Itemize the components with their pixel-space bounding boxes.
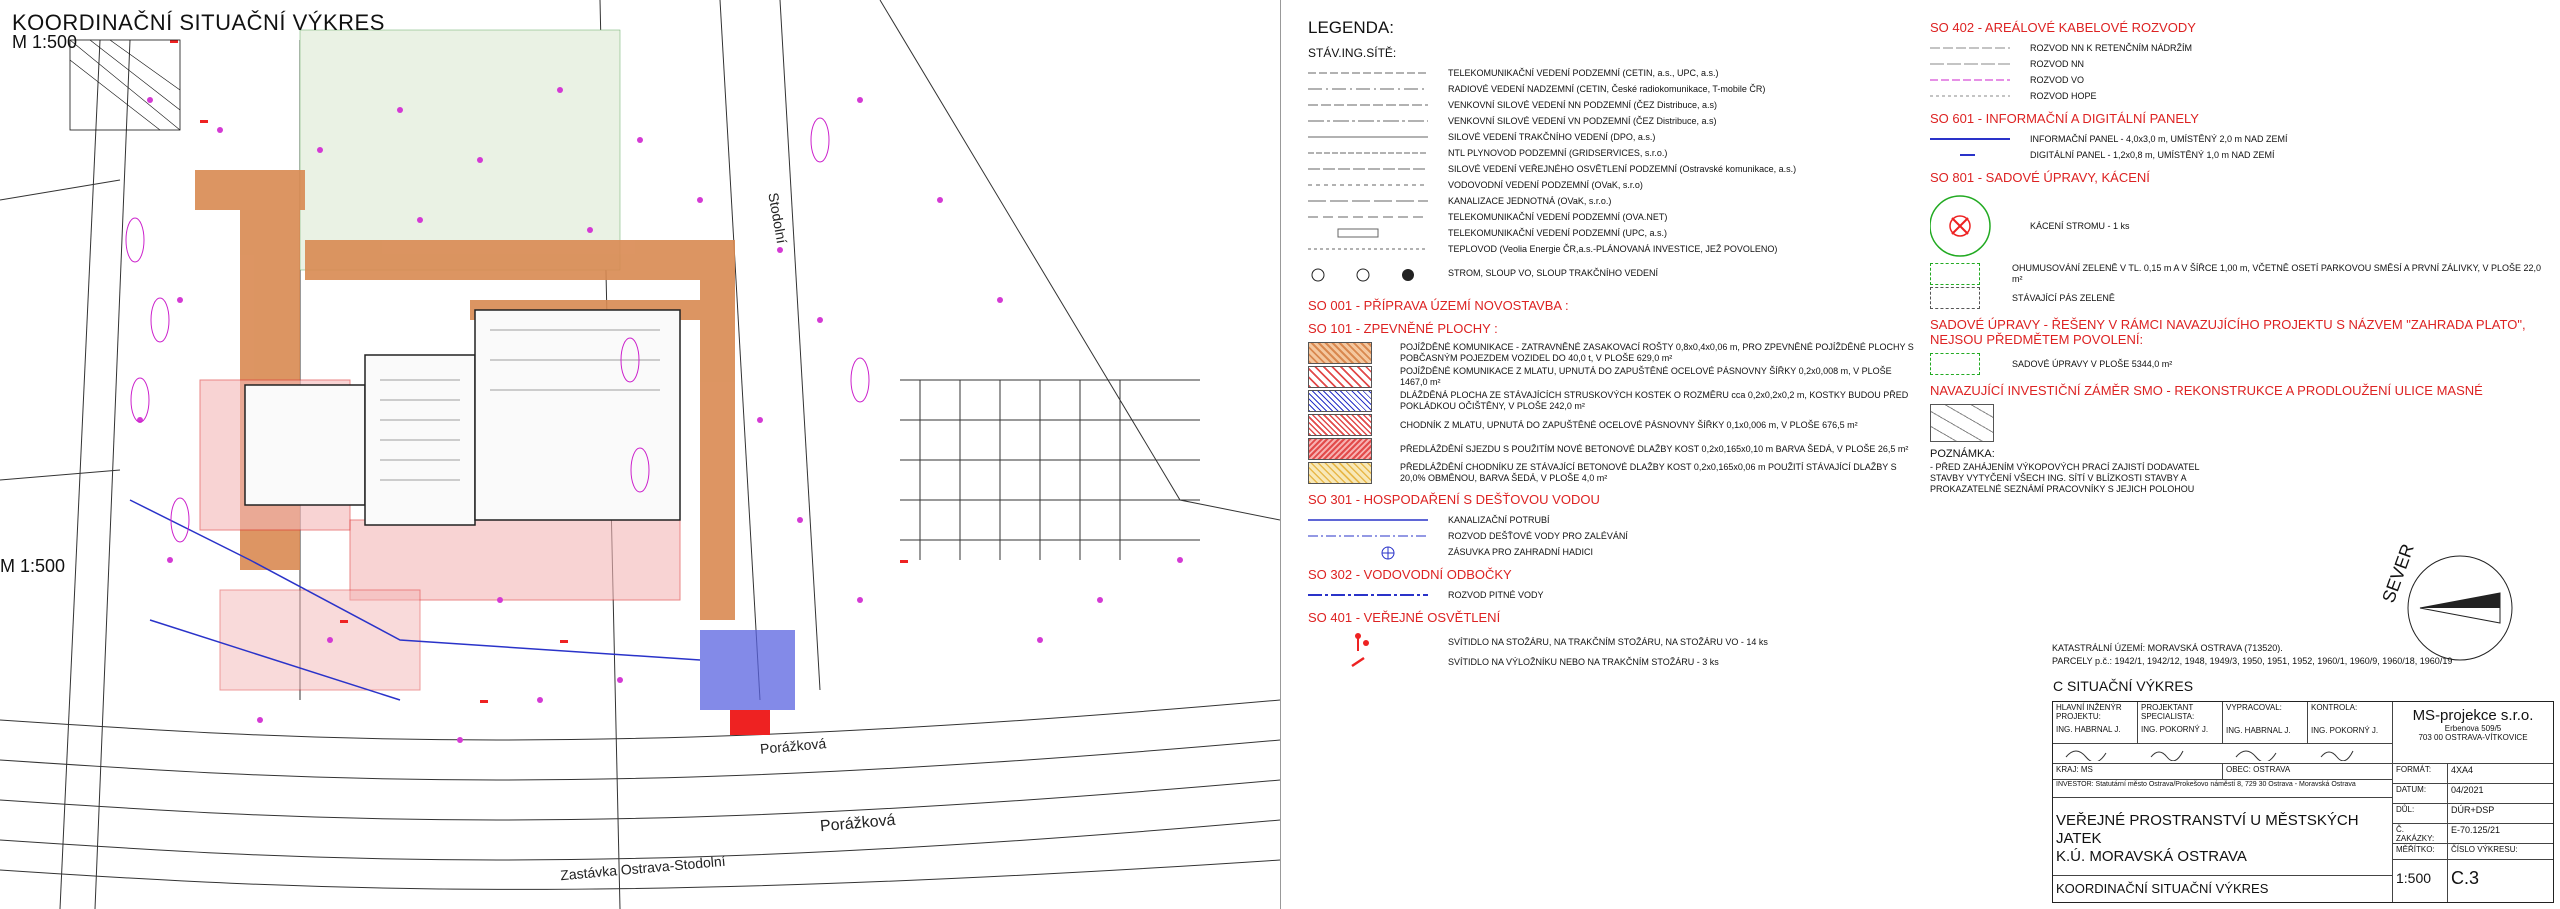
map-scale: M 1:500 bbox=[12, 32, 78, 52]
north-label: SEVER bbox=[2378, 541, 2418, 606]
format-label: FORMÁT: bbox=[2393, 764, 2448, 784]
legend-item: RADIOVÉ VEDENÍ NADZEMNÍ (CETIN, České radiokomunikace, T-mobile ČR) bbox=[1448, 83, 1766, 94]
legend-item bbox=[1930, 404, 2550, 442]
region-cell: KRAJ: MS bbox=[2053, 764, 2223, 780]
signatures-icon bbox=[2056, 745, 2386, 761]
legend-item: SILOVÉ VEDENÍ TRAKČNÍHO VEDENÍ (DPO, a.s.) bbox=[1448, 131, 1656, 142]
legend-subtitle: STÁV.ING.SÍTĚ: bbox=[1308, 46, 1397, 60]
legend-item: ROZVOD HOPE bbox=[2030, 90, 2097, 101]
municipality-cell: OBEC: OSTRAVA bbox=[2223, 764, 2393, 780]
legend-item: PŘEDLÁŽDĚNÍ SJEZDU S POUŽITÍM NOVÉ BETONOVÉ DLAŽBY KOST 0,2x0,165x0,10 m BARVA ŠEDÁ, V PLOŠE 26,5 m² bbox=[1308, 438, 1918, 460]
stage-label: DŮL: bbox=[2393, 804, 2448, 824]
legend-item: NTL PLYNOVOD PODZEMNÍ (GRIDSERVICES, s.r.o.) bbox=[1448, 147, 1668, 158]
legend-item: ROZVOD PITNÉ VODY bbox=[1448, 589, 1544, 600]
section-so801: SO 801 - SADOVÉ ÚPRAVY, KÁCENÍ bbox=[1930, 170, 2150, 185]
legend-item-tree: STROM, SLOUP VO, SLOUP TRAKČNÍHO VEDENÍ bbox=[1308, 266, 1918, 280]
scale-value: 1:500 bbox=[2393, 860, 2448, 902]
legend-item: POJÍŽDĚNÉ KOMUNIKACE Z MLATU, UPNUTÁ DO ZAPUŠTĚNÉ OCELOVÉ PÁSNOVNY ŠÍŘKY 0,2x0,008 m, V PLOŠE 1467,0 m² bbox=[1308, 366, 1918, 388]
legend-item: TELEKOMUNIKAČNÍ VEDENÍ PODZEMNÍ (UPC, a.s.) bbox=[1308, 226, 1918, 240]
legend-column-1 bbox=[1308, 18, 1918, 898]
legend-item: SADOVÉ ÚPRAVY V PLOŠE 5344,0 m² bbox=[1930, 353, 2550, 375]
note-title: POZNÁMKA: bbox=[1930, 448, 1995, 460]
legend-item: ZÁSUVKA PRO ZAHRADNÍ HADICI bbox=[1308, 545, 1918, 559]
drawing-number-label: ČÍSLO VÝKRESU: bbox=[2448, 844, 2553, 860]
legend-item: KANALIZAČNÍ POTRUBÍ bbox=[1448, 514, 1550, 525]
legend-item: OHUMUSOVÁNÍ ZELENĚ V TL. 0,15 m A V ŠÍŘCE 1,00 m, VČETNĚ OSETÍ PARKOVOU SMĚSÍ A PRVNÍ ZÁLIVKY, V PLOŠE 22,0 m² bbox=[1930, 263, 2550, 285]
title-block-heading: C SITUAČNÍ VÝKRES bbox=[2053, 678, 2194, 694]
company-cell: MS-projekce s.r.o. Erbenova 509/5 703 00 OSTRAVA-VÍTKOVICE bbox=[2393, 702, 2553, 764]
legend-item: VODOVODNÍ VEDENÍ PODZEMNÍ (OVaK, s.r.o) bbox=[1448, 179, 1643, 190]
section-so401: SO 401 - VEŘEJNÉ OSVĚTLENÍ bbox=[1308, 610, 1501, 625]
map-scale-repeat: M 1:500 bbox=[0, 556, 66, 576]
legend-title: LEGENDA: bbox=[1308, 18, 1394, 37]
legend-item: ROZVOD NN bbox=[2030, 58, 2084, 69]
order-label: Č. ZAKÁZKY: bbox=[2393, 824, 2448, 844]
investor-cell: INVESTOR: Statutární město Ostrava/Prokešovo náměstí 8, 729 30 Ostrava - Moravská Ostrava bbox=[2053, 780, 2393, 798]
legend-item: STÁVAJÍCÍ PÁS ZELENĚ bbox=[1930, 287, 2550, 309]
legend-item: ROZVOD DEŠŤOVÉ VODY PRO ZALÉVÁNÍ bbox=[1448, 530, 1628, 541]
legend-item: PŘEDLÁŽDĚNÍ CHODNÍKU ZE STÁVAJÍCÍ BETONOVÉ DLAŽBY KOST 0,2x0,165x0,06 m POUŽITÍ STÁVAJÍCÍ DLAŽBY S 20,0% OBMĚNOU, BARVA ŠEDÁ, V PLOŠE 4,0 m² bbox=[1308, 462, 1918, 484]
section-so001: SO 001 - PŘÍPRAVA ÚZEMÍ NOVOSTAVBA : bbox=[1308, 298, 1569, 313]
legend-item: KÁCENÍ STROMU - 1 ks bbox=[1930, 191, 2550, 261]
section-so601: SO 601 - INFORMAČNÍ A DIGITÁLNÍ PANELY bbox=[1930, 111, 2199, 126]
legend-item: DIGITÁLNÍ PANEL - 1,2x0,8 m, UMÍSTĚNÝ 1,0 m NAD ZEMÍ bbox=[2030, 149, 2275, 160]
scale-label: MĚŘÍTKO: bbox=[2393, 844, 2448, 860]
street-label: Stodolní bbox=[765, 191, 791, 245]
legend-item: POJÍŽDĚNÉ KOMUNIKACE - ZATRAVNĚNÉ ZASAKOVACÍ ROŠTY 0,8x0,4x0,06 m, PRO ZPEVNĚNÉ POJÍŽDĚNÉ PLOCHY S POBČASNÝM POJEZDEM VOZIDEL DO 40,0 t, V PLOŠE 629,0 m² bbox=[1308, 342, 1918, 364]
legend-item: ROZVOD NN K RETENČNÍM NÁDRŽÍM bbox=[2030, 42, 2192, 53]
drafted-by-cell: VYPRACOVAL: ING. HABRNAL J. bbox=[2223, 702, 2308, 744]
legend-item: INFORMAČNÍ PANEL - 4,0x3,0 m, UMÍSTĚNÝ 2,0 m NAD ZEMÍ bbox=[2030, 133, 2288, 144]
section-so301: SO 301 - HOSPODAŘENÍ S DEŠŤOVOU VODOU bbox=[1308, 492, 1600, 507]
street-label: Porážková bbox=[819, 811, 897, 836]
map-title: KOORDINAČNÍ SITUAČNÍ VÝKRES bbox=[12, 10, 385, 35]
legend-item: KANALIZACE JEDNOTNÁ (OVaK, s.r.o.) bbox=[1448, 195, 1612, 206]
project-title-cell: VEŘEJNÉ PROSTRANSTVÍ U MĚSTSKÝCH JATEK K.Ú. MORAVSKÁ OSTRAVA bbox=[2053, 798, 2393, 876]
legend-item: VENKOVNÍ SILOVÉ VEDENÍ NN PODZEMNÍ (ČEZ Distribuce, a.s) bbox=[1448, 99, 1718, 110]
street-label: Zastávka Ostrava-Stodolní bbox=[559, 852, 727, 884]
date-label: DATUM: bbox=[2393, 784, 2448, 804]
legend-item: SILOVÉ VEDENÍ VEŘEJNÉHO OSVĚTLENÍ PODZEMNÍ (Ostravské komunikace, a.s.) bbox=[1448, 163, 1797, 174]
order-value: E-70.125/21 bbox=[2448, 824, 2553, 844]
parcels-text: PARCELY p.č.: 1942/1, 1942/12, 1948, 1949/3, 1950, 1951, 1952, 1960/1, 1960/9, 1960/18, 1960/19 bbox=[2052, 656, 2453, 666]
section-so302: SO 302 - VODOVODNÍ ODBOČKY bbox=[1308, 567, 1512, 582]
legend-item: ROZVOD VO bbox=[2030, 74, 2085, 85]
existing-networks-list bbox=[1308, 66, 1918, 256]
street-label: Porážková bbox=[759, 735, 827, 757]
legend-item: CHODNÍK Z MLATU, UPNUTÁ DO ZAPUŠTĚNÉ OCELOVÉ PÁSNOVNY ŠÍŘKY 0,1x0,006 m, V PLOŠE 676,5 m² bbox=[1308, 414, 1918, 436]
date-value: 04/2021 bbox=[2448, 784, 2553, 804]
stage-value: DÚR+DSP bbox=[2448, 804, 2553, 824]
cadastre-text: KATASTRÁLNÍ ÚZEMÍ: MORAVSKÁ OSTRAVA (713520). bbox=[2052, 643, 2283, 653]
legend-item: SVÍTIDLO NA VÝLOŽNÍKU NEBO NA TRAKČNÍM STOŽÁRU - 3 ks bbox=[1308, 655, 1918, 669]
legend-item: DLÁŽDĚNÁ PLOCHA ZE STÁVAJÍCÍCH STRUSKOVÝCH KOSTEK O ROZMĚRU cca 0,2x0,2x0,2 m, KOSTKY BUDOU PŘED POKLÁDKOU OČIŠTĚNY, V PLOŠE 242,0 m² bbox=[1308, 390, 1918, 412]
drawing-name-cell: KOORDINAČNÍ SITUAČNÍ VÝKRES bbox=[2053, 876, 2393, 902]
checked-by-cell: KONTROLA: ING. POKORNÝ J. bbox=[2308, 702, 2393, 744]
signatures-cell bbox=[2053, 744, 2393, 764]
specialist-cell: PROJEKTANT SPECIALISTA: ING. POKORNÝ J. bbox=[2138, 702, 2223, 744]
legend-item: TELEKOMUNIKAČNÍ VEDENÍ PODZEMNÍ (OVA.NET) bbox=[1448, 211, 1668, 222]
drawing-number-value: C.3 bbox=[2451, 868, 2480, 888]
legend-item: TELEKOMUNIKAČNÍ VEDENÍ PODZEMNÍ (CETIN, a.s., UPC, a.s.) bbox=[1448, 67, 1719, 78]
section-so101: SO 101 - ZPEVNĚNÉ PLOCHY : bbox=[1308, 321, 1498, 336]
section-navazujici: NAVAZUJÍCÍ INVESTIČNÍ ZÁMĚR SMO - REKONSTRUKCE A PRODLOUŽENÍ ULICE MASNÉ bbox=[1930, 383, 2483, 398]
legend-item: TEPLOVOD (Veolia Energie ČR,a.s.-PLÁNOVANÁ INVESTICE, JEŽ POVOLENO) bbox=[1448, 243, 1778, 254]
section-so402: SO 402 - AREÁLOVÉ KABELOVÉ ROZVODY bbox=[1930, 20, 2196, 35]
note-text: - PŘED ZAHÁJENÍM VÝKOPOVÝCH PRACÍ ZAJISTÍ DODAVATEL STAVBY VYTYČENÍ VŠECH ING. SÍTÍ V BLÍZKOSTI STAVBY A PROKAZATELNÉ SEZNÁMÍ PRACOVNÍKY S JEJICH POLOHOU bbox=[1930, 462, 2200, 494]
format-value: 4XA4 bbox=[2448, 764, 2553, 784]
legend-item: VENKOVNÍ SILOVÉ VEDENÍ VN PODZEMNÍ (ČEZ Distribuce, a.s) bbox=[1448, 115, 1717, 126]
title-block bbox=[2052, 678, 2554, 903]
section-sadove: SADOVÉ ÚPRAVY - ŘEŠENY V RÁMCI NAVAZUJÍCÍHO PROJEKTU S NÁZVEM "ZAHRADA PLATO", NEJSOU PŘEDMĚTEM POVOLENÍ: bbox=[1930, 317, 2526, 347]
chief-engineer-cell: HLAVNÍ INŽENÝR PROJEKTU: ING. HABRNAL J. bbox=[2053, 702, 2138, 744]
legend-item: SVÍTIDLO NA STOŽÁRU, NA TRAKČNÍM STOŽÁRU, NA STOŽÁRU VO - 14 ks bbox=[1308, 631, 1918, 653]
